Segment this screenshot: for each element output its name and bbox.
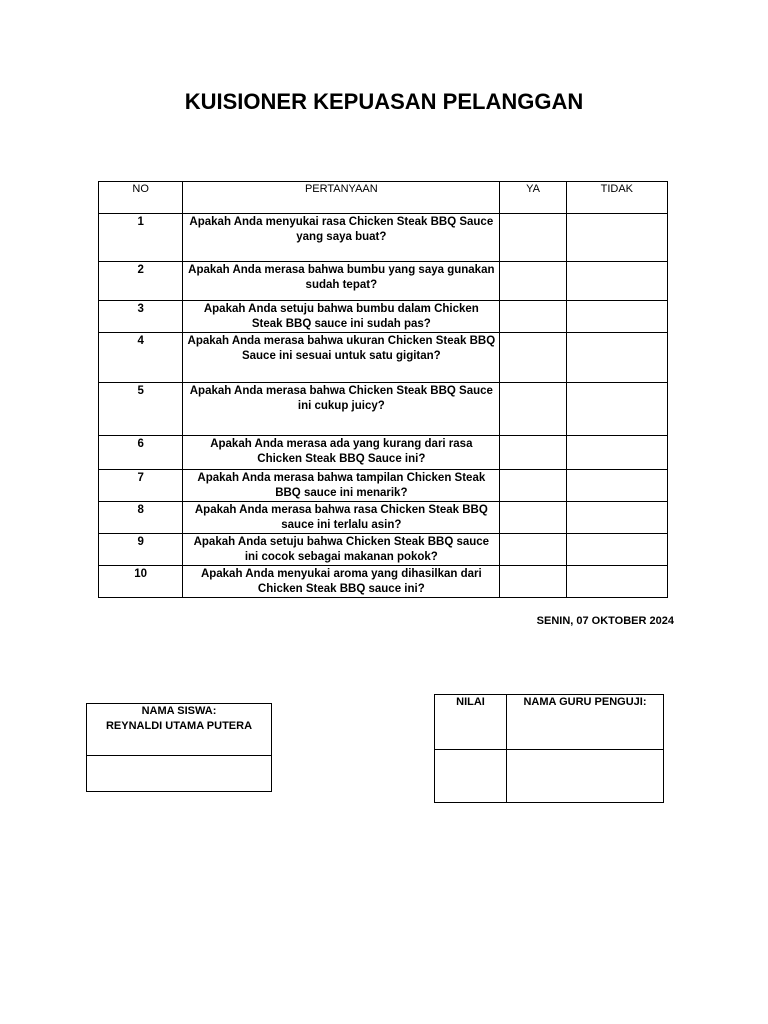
yes-cell[interactable]: [500, 301, 566, 333]
yes-cell[interactable]: [500, 534, 566, 566]
teacher-label: NAMA GURU PENGUJI:: [507, 695, 664, 750]
row-number: 7: [99, 470, 183, 502]
student-label: NAMA SISWA:: [141, 705, 217, 717]
table-row: [99, 436, 668, 470]
no-cell[interactable]: [566, 566, 667, 598]
table-row: [99, 262, 668, 301]
no-cell[interactable]: [566, 333, 667, 383]
yes-cell[interactable]: [500, 383, 566, 436]
question-text: Apakah Anda menyukai aroma yang dihasilkan dari Chicken Steak BBQ sauce ini?: [183, 566, 500, 598]
date-text: SENIN, 07 OKTOBER 2024: [536, 615, 674, 627]
student-table: [86, 703, 272, 792]
question-text: Apakah Anda setuju bahwa bumbu dalam Chicken Steak BBQ sauce ini sudah pas?: [183, 301, 500, 333]
row-number: 5: [99, 383, 183, 436]
question-text: Apakah Anda setuju bahwa Chicken Steak BBQ sauce ini cocok sebagai makanan pokok?: [183, 534, 500, 566]
question-text: Apakah Anda merasa ada yang kurang dari rasa Chicken Steak BBQ Sauce ini?: [183, 436, 500, 470]
score-cell[interactable]: [435, 750, 507, 803]
header-no-answer: TIDAK: [566, 182, 667, 214]
questionnaire-table: [98, 181, 668, 598]
yes-cell[interactable]: [500, 262, 566, 301]
row-number: 1: [99, 214, 183, 262]
row-number: 9: [99, 534, 183, 566]
yes-cell[interactable]: [500, 436, 566, 470]
question-text: Apakah Anda merasa bahwa tampilan Chicken Steak BBQ sauce ini menarik?: [183, 470, 500, 502]
grading-table: [434, 694, 664, 803]
question-text: Apakah Anda merasa bahwa rasa Chicken Steak BBQ sauce ini terlalu asin?: [183, 502, 500, 534]
no-cell[interactable]: [566, 502, 667, 534]
teacher-cell[interactable]: [507, 750, 664, 803]
table-row: [99, 470, 668, 502]
table-row: [99, 566, 668, 598]
page-title: KUISIONER KEPUASAN PELANGGAN: [184, 89, 584, 114]
student-info-cell: [87, 704, 272, 756]
table-row: [99, 301, 668, 333]
yes-cell[interactable]: [500, 566, 566, 598]
question-text: Apakah Anda merasa bahwa Chicken Steak BBQ Sauce ini cukup juicy?: [183, 383, 500, 436]
no-cell[interactable]: [566, 262, 667, 301]
yes-cell[interactable]: [500, 502, 566, 534]
no-cell[interactable]: [566, 436, 667, 470]
table-header-row: [99, 182, 668, 214]
score-label: NILAI: [435, 695, 507, 750]
no-cell[interactable]: [566, 534, 667, 566]
header-no: NO: [99, 182, 183, 214]
header-question: PERTANYAAN: [183, 182, 500, 214]
row-number: 3: [99, 301, 183, 333]
header-yes: YA: [500, 182, 566, 214]
no-cell[interactable]: [566, 214, 667, 262]
table-row: [99, 502, 668, 534]
no-cell[interactable]: [566, 470, 667, 502]
student-signature-cell[interactable]: [87, 756, 272, 792]
row-number: 2: [99, 262, 183, 301]
table-row: [99, 214, 668, 262]
row-number: 8: [99, 502, 183, 534]
yes-cell[interactable]: [500, 470, 566, 502]
row-number: 10: [99, 566, 183, 598]
table-row: [99, 333, 668, 383]
row-number: 4: [99, 333, 183, 383]
table-row: [99, 383, 668, 436]
no-cell[interactable]: [566, 383, 667, 436]
student-name: REYNALDI UTAMA PUTERA: [105, 720, 253, 732]
yes-cell[interactable]: [500, 333, 566, 383]
table-row: [99, 534, 668, 566]
no-cell[interactable]: [566, 301, 667, 333]
row-number: 6: [99, 436, 183, 470]
yes-cell[interactable]: [500, 214, 566, 262]
question-text: Apakah Anda merasa bahwa bumbu yang saya gunakan sudah tepat?: [183, 262, 500, 301]
question-text: Apakah Anda menyukai rasa Chicken Steak BBQ Sauce yang saya buat?: [183, 214, 500, 262]
question-text: Apakah Anda merasa bahwa ukuran Chicken Steak BBQ Sauce ini sesuai untuk satu gigitan?: [183, 333, 500, 383]
